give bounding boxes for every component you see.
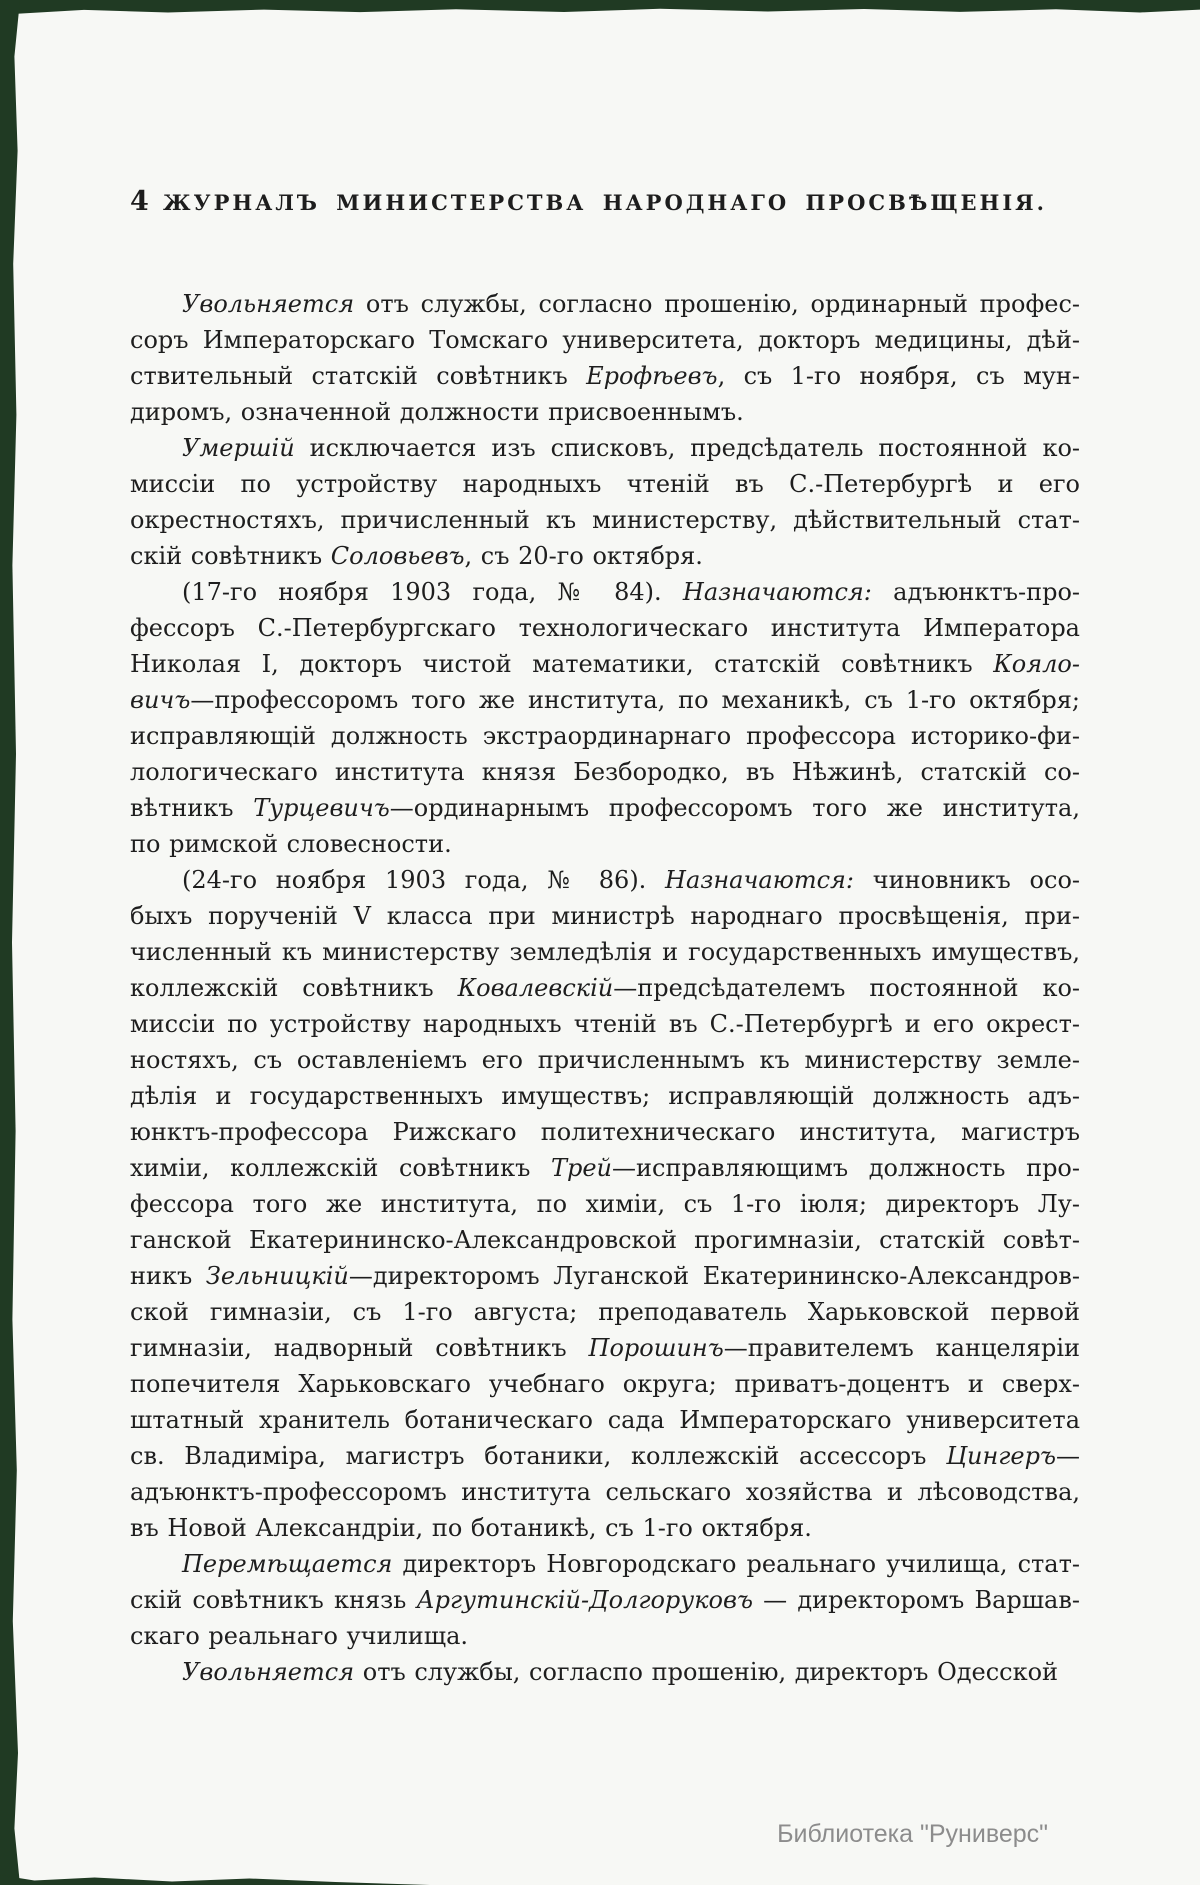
text-line: попечителя Харьковскаго учебнаго округа; приватъ-доцентъ и сверх- <box>130 1370 1080 1398</box>
text-line: никъ Зельницкій—директоромъ Луганской Екатерининско-Александров- <box>130 1262 1080 1290</box>
text-line: Умершій исключается изъ списковъ, предсѣдатель постоянной ко- <box>182 434 1080 462</box>
text-line: Увольняется отъ службы, согласно прошенію, ординарный профес- <box>182 290 1080 318</box>
text-line: (17-го ноября 1903 года, № 84). Назначаются: адъюнктъ-про- <box>182 578 1080 606</box>
library-watermark: Библиотека "Руниверс" <box>777 1820 1048 1848</box>
text-line: адъюнктъ-профессоромъ института сельскаго хозяйства и лѣсоводства, <box>130 1478 1080 1506</box>
text-line: численный къ министерству земледѣлія и государственныхъ имуществъ, <box>130 938 1080 966</box>
journal-header: ЖУРНАЛЪ МИНИСТЕРСТВА НАРОДНАГО ПРОСВѢЩЕНІЯ. <box>163 190 1047 215</box>
text-line: юнктъ-профессора Рижскаго политехническаго института, магистръ <box>130 1118 1080 1146</box>
text-line: въ Новой Александріи, по ботаникѣ, съ 1-го октября. <box>130 1514 812 1542</box>
text-line: ганской Екатерининско-Александровской прогимназіи, статскій совѣт- <box>130 1226 1080 1254</box>
text-line: фессоръ С.-Петербургскаго технологическаго института Императора <box>130 614 1080 642</box>
scan-edge-left <box>0 0 20 1885</box>
text-line: штатный хранитель ботаническаго сада Императорскаго университета <box>130 1406 1080 1434</box>
text-line: окрестностяхъ, причисленный къ министерству, дѣйствительный стат- <box>130 506 1080 534</box>
text-line: соръ Императорскаго Томскаго университета, докторъ медицины, дѣй- <box>130 326 1080 354</box>
text-line: ствительный статскій совѣтникъ Ерофѣевъ, съ 1-го ноября, съ мун- <box>130 362 1080 390</box>
text-line: ской гимназіи, съ 1-го августа; преподаватель Харьковской первой <box>130 1298 1080 1326</box>
text-line: скаго реальнаго училища. <box>130 1622 469 1650</box>
text-line: Перемѣщается директоръ Новгородскаго реальнаго училища, стат- <box>182 1550 1080 1578</box>
text-line: скій совѣтникъ Соловьевъ, съ 20-го октября. <box>130 542 703 570</box>
text-line: быхъ порученій V класса при министрѣ народнаго просвѣщенія, при- <box>130 902 1080 930</box>
text-line: ностяхъ, съ оставленіемъ его причисленнымъ къ министерству земле- <box>130 1046 1080 1074</box>
text-line: Увольняется отъ службы, согласпо прошенію, директоръ Одесской <box>182 1658 1059 1686</box>
text-line: (24-го ноября 1903 года, № 86). Назначаются: чиновникъ осо- <box>182 866 1080 894</box>
text-line: скій совѣтникъ князь Аргутинскій-Долгоруковъ — директоромъ Варшав- <box>130 1586 1080 1614</box>
text-line: св. Владиміра, магистръ ботаники, коллежскій ассессоръ Цингеръ— <box>130 1442 1080 1470</box>
text-line: вичъ—профессоромъ того же института, по механикѣ, съ 1-го октября; <box>130 686 1080 714</box>
text-line: диромъ, означенной должности присвоеннымъ. <box>130 398 744 426</box>
text-line: дѣлія и государственныхъ имуществъ; исправляющій должность адъ- <box>130 1082 1080 1110</box>
text-line: миссіи по устройству народныхъ чтеній въ С.-Петербургѣ и его окрест- <box>130 1010 1080 1038</box>
text-line: лологическаго института князя Безбородко, въ Нѣжинѣ, статскій со- <box>130 758 1080 786</box>
text-line: Николая I, докторъ чистой математики, статскій совѣтникъ Кояло- <box>130 650 1080 678</box>
page-body <box>130 286 1080 1690</box>
text-line: фессора того же института, по химіи, съ 1-го іюля; директоръ Лу- <box>130 1190 1080 1218</box>
text-line: гимназіи, надворный совѣтникъ Порошинъ—правителемъ канцеляріи <box>130 1334 1080 1362</box>
text-line: миссіи по устройству народныхъ чтеній въ С.-Петербургѣ и его <box>130 470 1080 498</box>
page-number: 4 <box>130 186 149 217</box>
scan-edge-bottom-left <box>0 1875 430 1885</box>
scan-edge-top <box>0 0 1200 16</box>
text-line: химіи, коллежскій совѣтникъ Трей—исправляющимъ должность про- <box>130 1154 1080 1182</box>
text-line: по римской словесности. <box>130 830 452 858</box>
text-line: вѣтникъ Турцевичъ—ординарнымъ профессоромъ того же института, <box>130 794 1080 822</box>
text-line: исправляющій должность экстраординарнаго профессора историко-фи- <box>130 722 1080 750</box>
text-line: коллежскій совѣтникъ Ковалевскій—предсѣдателемъ постоянной ко- <box>130 974 1080 1002</box>
